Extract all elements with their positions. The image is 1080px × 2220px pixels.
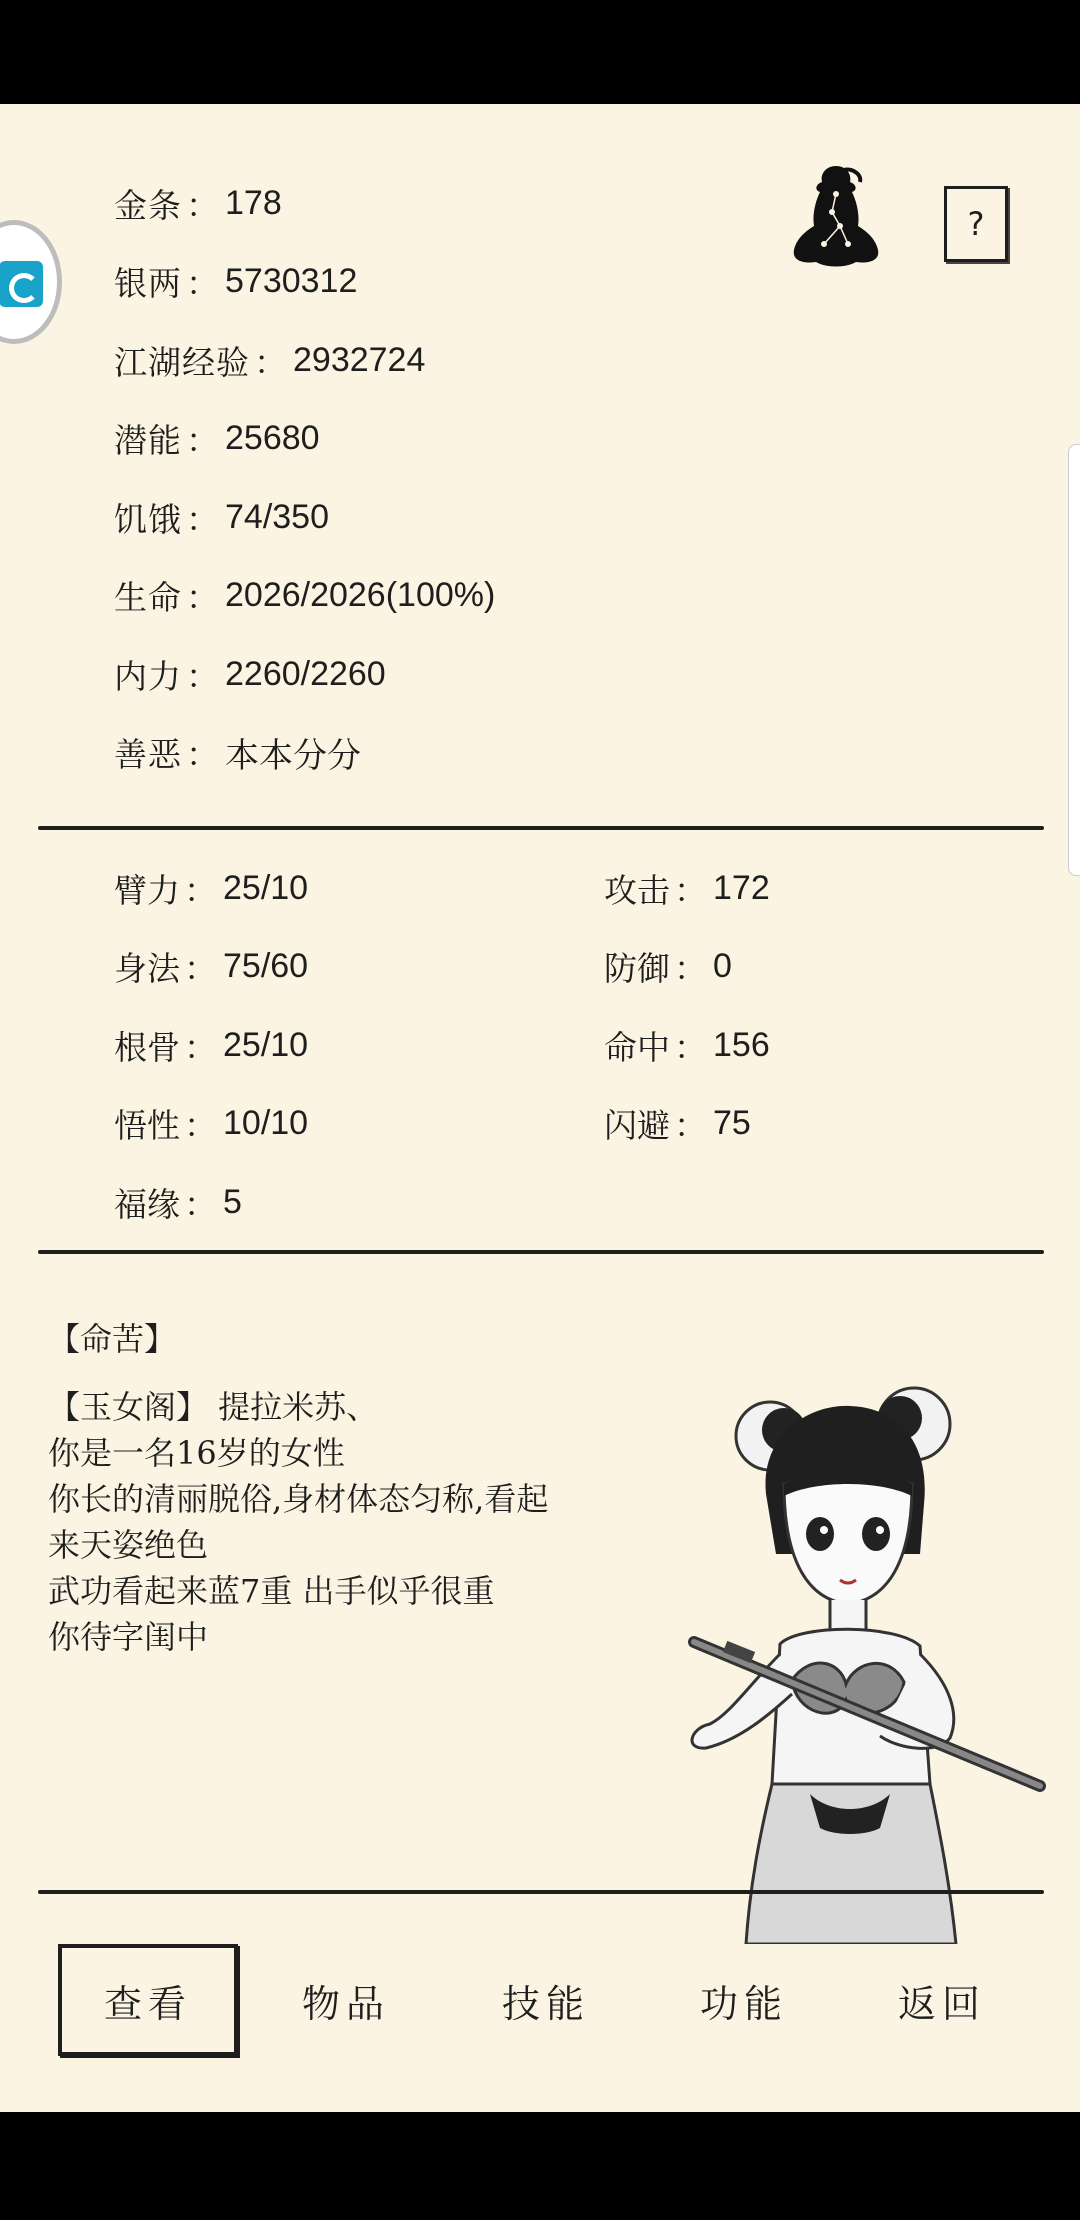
attr-row (114, 1085, 954, 1164)
floating-app-bubble[interactable] (0, 220, 62, 344)
attr-attack (604, 865, 954, 912)
attr-value: 10/10 (223, 1104, 309, 1143)
attr-label: 闪避 (604, 1106, 670, 1146)
attr-label: 攻击 (604, 870, 670, 910)
meditation-figure-icon[interactable] (786, 160, 886, 278)
stat-row-inner-force (114, 635, 734, 714)
bio-line: 你是一名16岁的女性 (48, 1434, 345, 1472)
stat-label: 生命 (114, 578, 182, 618)
character-panel (0, 104, 1080, 2112)
attr-value: 156 (713, 1025, 770, 1064)
stat-row-health (114, 557, 734, 636)
stat-value: 本本分分 (225, 737, 361, 776)
stat-value: 25680 (225, 419, 320, 458)
stat-separator: ： (186, 578, 219, 618)
attr-value: 172 (713, 868, 770, 907)
attr-row (114, 928, 954, 1007)
attr-separator: ： (674, 1106, 707, 1146)
bio-line: 【玉女阁】 提拉米苏、 (48, 1388, 379, 1426)
attr-label: 根骨 (114, 1027, 180, 1067)
character-portrait (680, 1384, 1060, 1944)
attr-label: 福缘 (114, 1184, 180, 1224)
stat-label: 金条 (114, 185, 182, 225)
divider (38, 1250, 1044, 1254)
bio-line: 来天姿绝色 (48, 1526, 209, 1564)
tab-skills[interactable] (456, 1944, 636, 2056)
attr-strength (114, 865, 604, 912)
attr-dodge (604, 1100, 954, 1147)
help-button-label: ? (967, 205, 985, 243)
attr-row (114, 1006, 954, 1085)
attr-label: 臂力 (114, 870, 180, 910)
attr-separator: ： (674, 949, 707, 989)
attr-value: 25/10 (223, 868, 309, 907)
stat-row-silver (114, 243, 734, 322)
stat-separator: ： (186, 735, 219, 775)
attr-value: 5 (223, 1182, 242, 1221)
stat-value: 2026/2026(100%) (225, 576, 496, 615)
stat-label: 善恶 (114, 735, 182, 775)
attr-constitution (114, 1022, 604, 1069)
tab-back[interactable] (852, 1944, 1032, 2056)
tab-label: 物品 (301, 1981, 390, 2026)
stat-label: 内力 (114, 656, 182, 696)
attr-separator: ： (674, 1027, 707, 1067)
attr-value: 0 (713, 947, 732, 986)
stat-separator: ： (186, 264, 219, 304)
attr-row (114, 1163, 954, 1242)
stat-value: 5730312 (225, 262, 358, 301)
attr-value: 75/60 (223, 947, 309, 986)
tab-label: 技能 (501, 1981, 590, 2026)
bio-line: 你待字闺中 (48, 1618, 209, 1656)
stat-value: 2932724 (293, 340, 426, 379)
stat-separator: ： (186, 499, 219, 539)
tab-label: 返回 (897, 1981, 986, 2026)
bio-line: 你长的清丽脱俗,身材体态匀称,看起 (48, 1480, 549, 1518)
stat-row-potential (114, 400, 734, 479)
attr-value: 25/10 (223, 1025, 309, 1064)
attr-separator: ： (184, 1106, 217, 1146)
tab-functions[interactable] (654, 1944, 834, 2056)
attr-value: 75 (713, 1104, 751, 1143)
bio-line: 武功看起来蓝7重 出手似乎很重 (48, 1572, 495, 1610)
attr-fortune (114, 1179, 604, 1226)
navigation-bar (0, 2112, 1080, 2220)
edge-panel-handle[interactable] (1068, 444, 1080, 876)
character-bio (48, 1316, 648, 1660)
attr-label: 命中 (604, 1027, 670, 1067)
stat-value: 74/350 (225, 497, 329, 536)
tab-label: 功能 (699, 1981, 788, 2026)
attr-separator: ： (184, 1027, 217, 1067)
stat-value: 2260/2260 (225, 654, 386, 693)
stat-row-morality (114, 714, 734, 793)
attr-label: 防御 (604, 949, 670, 989)
attr-defense (604, 943, 954, 990)
attr-separator: ： (184, 1184, 217, 1224)
stat-separator: ： (186, 421, 219, 461)
stat-value: 178 (225, 183, 282, 222)
stat-row-hunger (114, 478, 734, 557)
tab-view[interactable] (58, 1944, 238, 2056)
stat-separator: ： (254, 342, 287, 382)
stat-row-experience (114, 321, 734, 400)
tab-items[interactable] (256, 1944, 436, 2056)
bottom-tab-bar (0, 1934, 1080, 2064)
stats-list (114, 164, 734, 792)
bio-title: 【命苦】 (48, 1320, 177, 1358)
attr-comprehension (114, 1100, 604, 1147)
attr-separator: ： (674, 870, 707, 910)
attr-label: 身法 (114, 949, 180, 989)
stat-label: 潜能 (114, 421, 182, 461)
attr-accuracy (604, 1022, 954, 1069)
divider (38, 1890, 1044, 1894)
attr-separator: ： (184, 949, 217, 989)
stat-label: 饥饿 (114, 499, 182, 539)
attr-row (114, 849, 954, 928)
status-bar (0, 0, 1080, 104)
attr-agility (114, 943, 604, 990)
floating-app-bubble-icon (0, 261, 43, 307)
attr-separator: ： (184, 870, 217, 910)
tab-label: 查看 (103, 1981, 192, 2026)
stat-label: 江湖经验 (114, 342, 250, 382)
attr-label: 悟性 (114, 1106, 180, 1146)
stat-separator: ： (186, 185, 219, 225)
divider (38, 826, 1044, 830)
attributes-grid (114, 849, 954, 1242)
stat-row-gold (114, 164, 734, 243)
stat-separator: ： (186, 656, 219, 696)
stat-label: 银两 (114, 264, 182, 304)
help-button[interactable] (944, 186, 1008, 262)
